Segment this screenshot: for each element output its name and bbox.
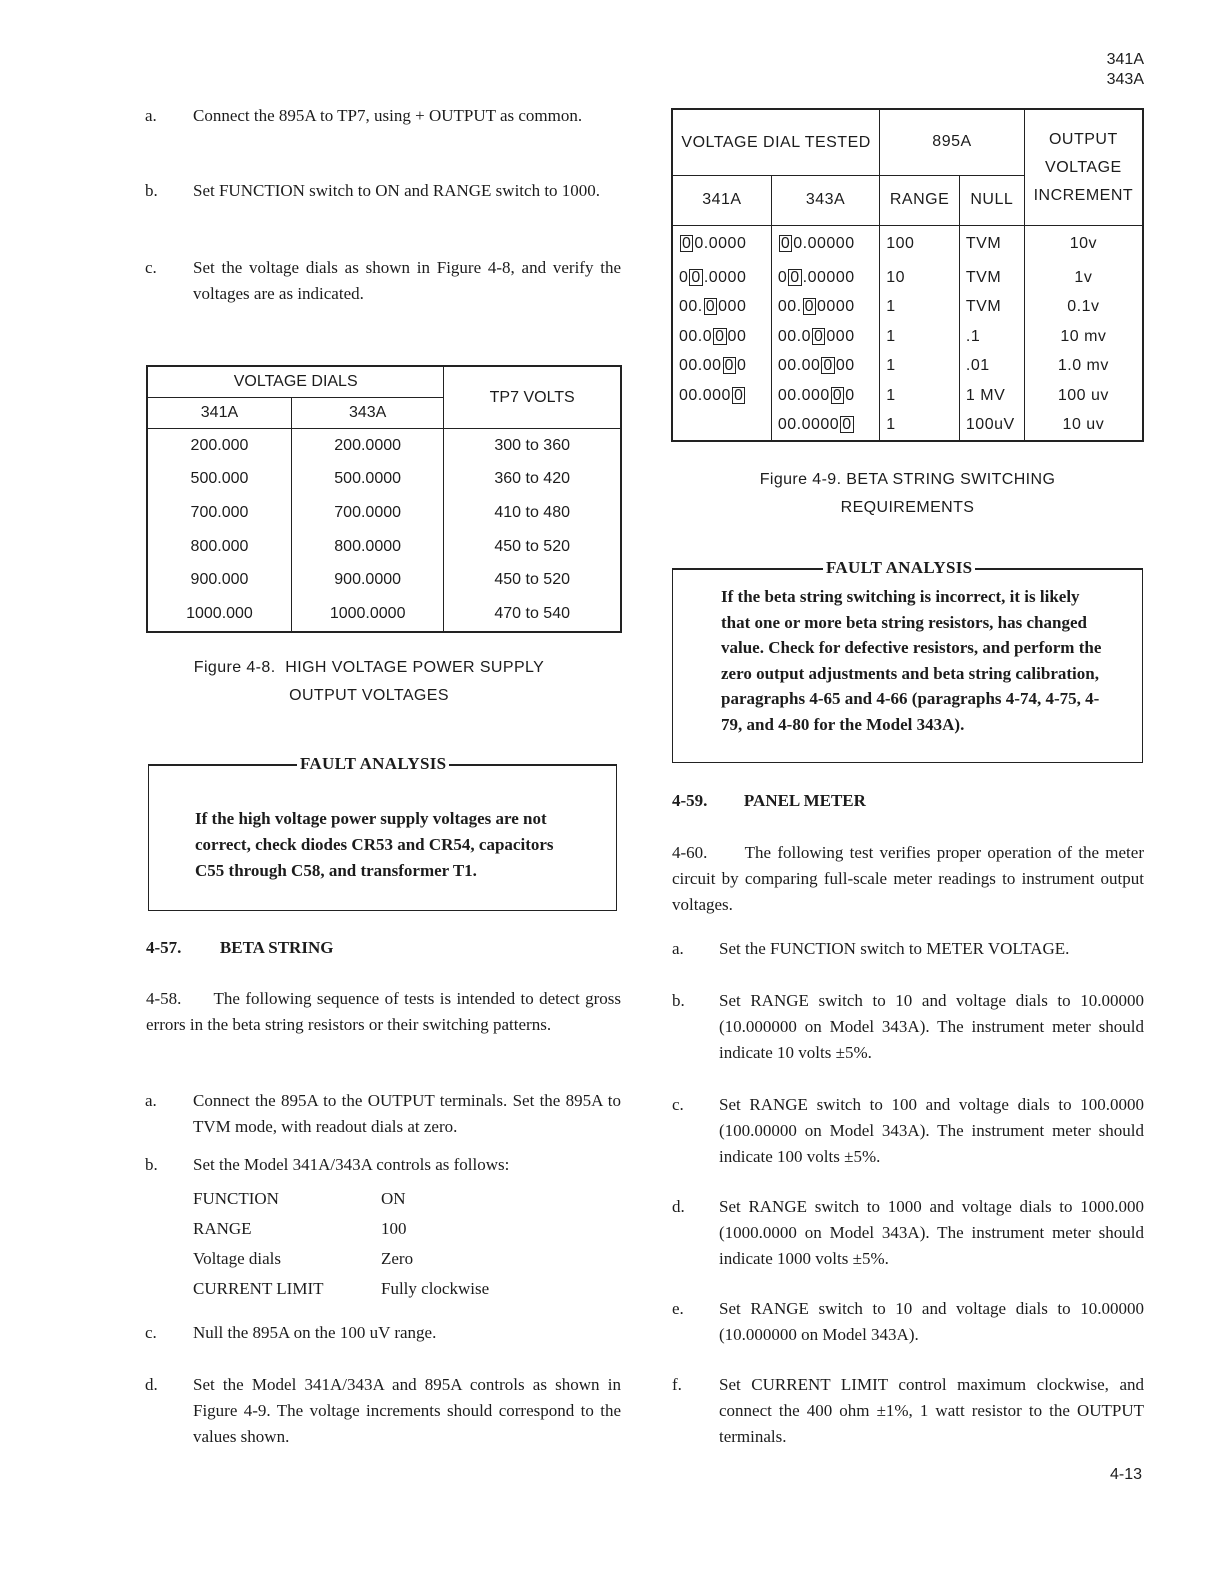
table-row — [672, 411, 1143, 442]
header-output-voltage-increment: OUTPUT VOLTAGE INCREMENT — [1024, 109, 1143, 225]
paragraph-text: The following sequence of tests is intended to detect gross errors in the beta string resistors or their switching patterns. — [146, 989, 621, 1034]
caption-line-2: REQUIREMENTS — [840, 499, 975, 516]
dial-digit-box: 0 — [832, 386, 843, 404]
cell-tp7: 410 to 480 — [444, 496, 621, 530]
table-row — [193, 1246, 489, 1276]
cell-increment: 1v — [1024, 263, 1143, 293]
cell-null: TVM — [959, 263, 1024, 293]
cell-range: 1 — [880, 322, 960, 352]
cell-range: 1 — [880, 381, 960, 411]
table-row — [147, 429, 621, 463]
fault-title: FAULT ANALYSIS — [823, 555, 975, 581]
list-item — [145, 178, 621, 230]
cell-range: 100 — [880, 225, 960, 263]
section-number: 4-59. — [672, 791, 708, 810]
list-label: a. — [145, 1091, 157, 1110]
cell-increment: 0.1v — [1024, 293, 1143, 323]
fault-title: FAULT ANALYSIS — [297, 751, 449, 777]
header-tp7-volts: TP7 VOLTS — [444, 366, 621, 429]
settings-table — [193, 1186, 489, 1306]
dial-digit-box: 0 — [814, 327, 824, 345]
dial-suffix: 0.00000 — [793, 235, 855, 253]
cell-range: 1 — [880, 293, 960, 323]
list-item — [672, 1372, 1144, 1450]
dial-suffix: 0.0000 — [694, 235, 747, 253]
caption-prefix: Figure 4-8. — [193, 659, 276, 676]
table-row — [672, 352, 1143, 382]
model-341a: 341A — [1106, 51, 1144, 68]
list-text: Set RANGE switch to 10 and voltage dials to 10.00000 (10.000000 on Model 343A). — [719, 1299, 1144, 1344]
cell-343a: 500.0000 — [291, 463, 443, 497]
dial-prefix: 00.000 — [679, 386, 731, 404]
cell-range: 1 — [880, 352, 960, 382]
section-title: PANEL METER — [743, 791, 866, 810]
section-number: 4-57. — [146, 938, 182, 957]
setting-name: Voltage dials — [193, 1249, 281, 1268]
setting-name: RANGE — [193, 1219, 252, 1238]
list-text: Set the voltage dials as shown in Figure 4-8, and verify the voltages are as indicated. — [193, 258, 621, 303]
cell-tp7: 300 to 360 — [444, 429, 621, 463]
cell-341a: 900.000 — [147, 563, 291, 597]
dial-prefix: 00.0 — [679, 327, 713, 345]
cell-343a: 700.0000 — [291, 496, 443, 530]
figure-4-9-table — [671, 108, 1144, 442]
paragraph-4-58 — [146, 986, 621, 1038]
dial-digit-box: 0 — [780, 235, 791, 253]
cell-null: TVM — [959, 225, 1024, 263]
list-label: c. — [145, 258, 157, 277]
cell-null: .1 — [959, 322, 1024, 352]
list-label: c. — [145, 1323, 157, 1342]
header-341a: 341A — [672, 175, 771, 225]
list-item — [145, 1152, 621, 1178]
dial-digit-box: 0 — [715, 327, 725, 345]
dial-prefix: 00.0 — [777, 327, 811, 345]
paragraph-number: 4-58. — [146, 989, 182, 1008]
cell-increment: 1.0 mv — [1024, 352, 1143, 382]
cell-tp7: 450 to 520 — [444, 563, 621, 597]
list-text: Connect the 895A to the OUTPUT terminals. Set the 895A to TVM mode, with readout dials at zero. — [193, 1091, 621, 1136]
setting-name: CURRENT LIMIT — [193, 1279, 324, 1298]
table-row — [147, 530, 621, 564]
cell-341a: 500.000 — [147, 463, 291, 497]
dial-digit-box: 0 — [724, 357, 734, 375]
list-item — [145, 1372, 621, 1450]
cell-343a — [771, 352, 879, 382]
table-row — [147, 563, 621, 597]
header-null: NULL — [959, 175, 1024, 225]
list-item — [145, 1088, 621, 1140]
dial-suffix: 00 — [835, 357, 855, 375]
dial-prefix: 0 — [777, 268, 788, 286]
header-343a: 343A — [771, 175, 879, 225]
header-voltage-dial-tested: VOLTAGE DIAL TESTED — [672, 109, 880, 175]
cell-343a — [771, 225, 879, 263]
cell-range: 1 — [880, 411, 960, 442]
header-895a: 895A — [880, 109, 1025, 175]
list-label: b. — [145, 1155, 158, 1174]
list-text: Set CURRENT LIMIT control maximum clockwise, and connect the 400 ohm ±1%, 1 watt resistor to the OUTPUT terminals. — [719, 1375, 1144, 1446]
cell-341a — [672, 352, 771, 382]
list-label: c. — [672, 1095, 684, 1114]
setting-value: Zero — [381, 1249, 414, 1268]
dial-prefix: 00. — [777, 298, 802, 316]
cell-341a — [672, 225, 771, 263]
dial-digit-box: 0 — [691, 268, 701, 286]
table-row — [672, 225, 1143, 263]
caption-line-2: OUTPUT VOLTAGES — [289, 687, 449, 704]
cell-341a: 800.000 — [147, 530, 291, 564]
list-label: f. — [672, 1375, 682, 1394]
figure-4-9-caption — [671, 466, 1144, 522]
section-title: BETA STRING — [219, 938, 334, 957]
list-label: b. — [145, 181, 158, 200]
dial-suffix: 0000 — [817, 298, 855, 316]
cell-341a: 1000.000 — [147, 597, 291, 632]
table-row — [193, 1276, 489, 1306]
cell-increment: 10v — [1024, 225, 1143, 263]
dial-prefix: 00.000 — [777, 386, 830, 404]
cell-343a: 800.0000 — [291, 530, 443, 564]
dial-suffix: .00000 — [802, 268, 855, 286]
cell-null: TVM — [959, 293, 1024, 323]
cell-341a: 700.000 — [147, 496, 291, 530]
cell-343a — [771, 322, 879, 352]
dial-digit-box: 0 — [823, 357, 833, 375]
figure-4-8-table — [146, 365, 622, 633]
table-row — [672, 381, 1143, 411]
figure-4-8-caption — [146, 654, 592, 710]
list-item — [145, 103, 621, 155]
dial-suffix: 000 — [826, 327, 855, 345]
dial-digit-box: 0 — [682, 235, 692, 253]
table-row — [672, 322, 1143, 352]
header-range: RANGE — [880, 175, 960, 225]
fault-text: If the high voltage power supply voltages are not correct, check diodes CR53 and CR54, capacitors C55 through C58, and transformer T1. — [195, 809, 554, 880]
table-row — [147, 597, 621, 632]
list-item — [672, 936, 1144, 962]
fault-text: If the beta string switching is incorrect, it is likely that one or more beta string resistors, has changed value. Check for defective resistors, and perform the zero output adjustments and beta string calibration, paragraphs 4-65 and 4-66 (paragraphs 4-74, 4-75, 4-79, and 4-80 for the Model 343A). — [721, 587, 1102, 734]
list-text: Set the Model 341A/343A controls as follows: — [193, 1155, 510, 1174]
dial-digit-box: 0 — [733, 386, 744, 404]
table-row — [193, 1186, 489, 1216]
list-label: e. — [672, 1299, 684, 1318]
table-row — [147, 496, 621, 530]
caption-line-1: Figure 4-9. BETA STRING SWITCHING — [759, 471, 1056, 488]
setting-name: FUNCTION — [193, 1189, 279, 1208]
cell-tp7: 450 to 520 — [444, 530, 621, 564]
caption-line-1: HIGH VOLTAGE POWER SUPPLY — [285, 659, 545, 676]
list-label: d. — [145, 1375, 158, 1394]
setting-value: 100 — [381, 1219, 407, 1238]
dial-suffix: 000 — [718, 298, 747, 316]
cell-341a: 200.000 — [147, 429, 291, 463]
list-item — [672, 1092, 1144, 1170]
cell-tp7: 470 to 540 — [444, 597, 621, 632]
cell-341a — [672, 322, 771, 352]
list-label: a. — [672, 939, 684, 958]
list-text: Set FUNCTION switch to ON and RANGE switch to 1000. — [193, 181, 601, 200]
cell-343a — [771, 293, 879, 323]
dial-prefix: 00.0000 — [777, 416, 840, 434]
list-item — [672, 1296, 1144, 1348]
section-heading — [146, 935, 333, 961]
cell-null: 1 MV — [959, 381, 1024, 411]
list-text: Set RANGE switch to 10 and voltage dials to 10.00000 (10.000000 on Model 343A). The instrument meter should indicate 10 volts ±5%. — [719, 991, 1144, 1062]
cell-341a — [672, 411, 771, 442]
cell-343a — [771, 411, 879, 442]
dial-digit-box: 0 — [705, 298, 716, 316]
cell-341a — [672, 293, 771, 323]
page-header-models — [1107, 50, 1144, 90]
dial-prefix: 0 — [679, 268, 689, 286]
table-row — [672, 263, 1143, 293]
cell-range: 10 — [880, 263, 960, 293]
dial-prefix: 00. — [679, 298, 703, 316]
list-item — [672, 1194, 1144, 1272]
dial-suffix: 0 — [845, 386, 855, 404]
table-row — [193, 1216, 489, 1246]
table-row — [147, 463, 621, 497]
list-label: a. — [145, 106, 157, 125]
list-text: Null the 895A on the 100 uV range. — [193, 1323, 437, 1342]
dial-digit-box: 0 — [804, 298, 815, 316]
cell-increment: 100 uv — [1024, 381, 1143, 411]
list-text: Set RANGE switch to 1000 and voltage dials to 1000.000 (1000.0000 on Model 343A). The instrument meter should indicate 1000 volts ±5%. — [719, 1197, 1144, 1268]
list-item — [672, 988, 1144, 1066]
paragraph-text: The following test verifies proper operation of the meter circuit by comparing full-scale meter readings to instrument output voltages. — [672, 843, 1144, 914]
dial-suffix: 00 — [727, 327, 747, 345]
page-number: 4-13 — [1109, 1466, 1142, 1483]
paragraph-number: 4-60. — [672, 843, 708, 862]
header-voltage-dials: VOLTAGE DIALS — [147, 366, 444, 398]
list-label: b. — [672, 991, 685, 1010]
dial-digit-box: 0 — [842, 416, 852, 434]
setting-value: ON — [381, 1189, 406, 1208]
fault-analysis-box — [672, 558, 1143, 763]
dial-suffix: 0 — [736, 357, 747, 375]
cell-343a — [771, 381, 879, 411]
list-text: Connect the 895A to TP7, using + OUTPUT as common. — [193, 106, 583, 125]
cell-null: .01 — [959, 352, 1024, 382]
list-label: d. — [672, 1197, 685, 1216]
cell-341a — [672, 263, 771, 293]
cell-341a — [672, 381, 771, 411]
dial-suffix: .0000 — [703, 268, 747, 286]
paragraph-4-60 — [672, 840, 1144, 918]
cell-343a: 900.0000 — [291, 563, 443, 597]
cell-343a: 200.0000 — [291, 429, 443, 463]
setting-value: Fully clockwise — [381, 1279, 490, 1298]
cell-tp7: 360 to 420 — [444, 463, 621, 497]
dial-prefix: 00.00 — [679, 357, 722, 375]
list-item — [145, 255, 621, 307]
header-343a: 343A — [291, 398, 443, 429]
cell-343a: 1000.0000 — [291, 597, 443, 632]
model-343a: 343A — [1106, 71, 1144, 88]
fault-analysis-box — [148, 754, 617, 911]
cell-increment: 10 mv — [1024, 322, 1143, 352]
list-text: Set RANGE switch to 100 and voltage dials to 100.0000 (100.00000 on Model 343A). The instrument meter should indicate 100 volts ±5%. — [719, 1095, 1144, 1166]
dial-digit-box: 0 — [790, 268, 800, 286]
table-row — [672, 293, 1143, 323]
header-341a: 341A — [147, 398, 291, 429]
cell-increment: 10 uv — [1024, 411, 1143, 442]
list-item — [145, 1320, 621, 1346]
list-text: Set the Model 341A/343A and 895A controls as shown in Figure 4-9. The voltage increments should correspond to the values shown. — [193, 1375, 621, 1446]
cell-343a — [771, 263, 879, 293]
dial-prefix: 00.00 — [777, 357, 821, 375]
cell-null: 100uV — [959, 411, 1024, 442]
list-text: Set the FUNCTION switch to METER VOLTAGE. — [719, 939, 1070, 958]
section-heading — [672, 788, 866, 814]
